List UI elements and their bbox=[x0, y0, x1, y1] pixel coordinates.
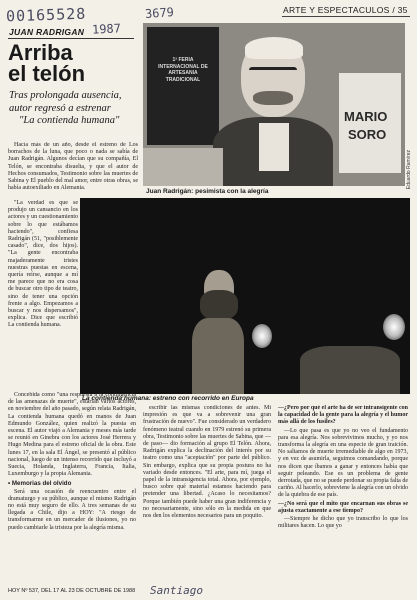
paragraph-cansancio: "La verdad es que se produjo un cansancio en los actores y un cuestionamiento sobre lo que estábamos haciendo", confiesa Radrigán (51, "posiblemente casado", dice, dos hijos). "La gente encontraba majaderamente tristes nuestras puestas en escena, quería reírse, aunque a mí me parece que no era cosa de buscar otro tipo de teatro, sino de tener una opción frente a algo. Empezamos a buscar y nos dispersamos", explica. Dice que escribió La contienda humana. bbox=[8, 200, 78, 329]
byline: JUAN RADRIGAN bbox=[9, 27, 85, 37]
header-rule bbox=[282, 16, 410, 17]
paragraph-fenomeno: escribir las mismas condiciones de antes. Mi impresión es que va a sobrevenir una gran frustración de nuevo". Fue considerado un verdadero fenómeno teatral cuando en 1979 estrenó su primera obra, Testimonio sobre las muertes de Sabina, que —de paso— dio formación al grupo El Telón. Ahora, Radrigán explica la declinación del interés por su teatro como una "aceptación" por parte del público. Sin embargo, explica que su propia postura no ha variado desde entonces. "El arte, para mí, juega el papel de la intransigencia total. Ahora, por ejemplo, busco sobre qué material estamos haciendo para pretender una libertad. ¿Acaso lo necesitamos? Porque también puede haber una gran indiferencia y no necesariamente, sino sólo en la medida en que nos den los elementos necesarios para un poquito. bbox=[143, 405, 271, 520]
interview-question-2: —¿No será que el mito que encarnan sus obras se ajusta exactamente a ese tiempo? bbox=[278, 500, 408, 514]
paragraph-reencuentro: Será una ocasión de reencuentro entre el dramaturgo y su público, aunque el mismo Radrigán no está muy seguro de ello. A tres semanas de su llegada a Chile, dijo a HOY: "A riesgo de transformarme en un mercader de ilusiones, yo no puedo cambiarle la tristeza por la alegría misma. bbox=[8, 488, 136, 531]
article-column-5 bbox=[278, 405, 408, 585]
byline-rule bbox=[8, 38, 134, 39]
top-photo-credit: Eduardo Ramírez bbox=[406, 150, 412, 190]
top-photo-caption: Juan Radrigán: pesimista con la alegría bbox=[146, 188, 269, 195]
section-name: ARTE Y ESPECTACULOS bbox=[283, 5, 390, 15]
bottom-photo-caption: La contienda humana: estreno con recorrido en Europa bbox=[82, 395, 254, 402]
article-column-2 bbox=[8, 200, 78, 390]
bottom-photo bbox=[80, 198, 410, 394]
page-number: / 35 bbox=[392, 5, 408, 15]
sign-line-1: MARIO bbox=[344, 109, 388, 124]
article-column-4 bbox=[143, 405, 271, 585]
handwritten-city: Santiago bbox=[150, 584, 203, 597]
wall-sign bbox=[339, 73, 401, 173]
handwritten-number: 3679 bbox=[144, 5, 175, 21]
lead-line-1: Tras prolongada ausencia, bbox=[9, 90, 122, 101]
stage-light-2 bbox=[383, 314, 405, 340]
paragraph-estreno: Concebida como "una respuesta a la contingencia de las amenazas de muerte", estarían varios actores, en noviembre del año pasado, según relata Radrigán, La contienda humana quedó en manos de Juan Edmundo González, quien realizó la puesta en escena. El autor viajó a Alemania y meses más tarde se reunió en Ginebra con los actores José Herrera y Hugo Medina para el estreno oficial de la obra. Este lunes 17, en la sala El Ángel, se presentó al público nacional, luego de un intenso recorrido que incluyó a Suecia, Holanda, Inglaterra, Francia, Italia, Luxemburgo y la propia Alemania. bbox=[8, 392, 136, 478]
top-photo bbox=[143, 23, 405, 186]
issue-footer: HOY Nº 537, DEL 17 AL 23 DE OCTUBRE DE 1988 bbox=[8, 588, 136, 594]
poster-image bbox=[147, 27, 219, 145]
article-lead bbox=[9, 90, 139, 128]
article-column-3 bbox=[8, 392, 136, 585]
sign-line-2: SORO bbox=[348, 127, 387, 142]
article-title bbox=[8, 42, 85, 84]
poster-text: 1ª FERIA INTERNACIONAL DE ARTESANIA TRADICIONAL bbox=[158, 57, 208, 83]
interview-answer-2: —Siempre he dicho que yo transcribo lo que los militares hacen. Lo que yo bbox=[278, 516, 408, 530]
title-line-1: Arriba bbox=[8, 40, 73, 65]
stage-light-1 bbox=[252, 324, 272, 348]
lead-line-3: "La contienda humana" bbox=[19, 115, 120, 126]
paragraph-intro: Hacía más de un año, desde el estreno de Los borrachos de la luna, que poco o nada se sabía de Juan Radrigán. Algunos decían que su compañía, El Telón, se encontraba disuelta, y que el autor de Hechos consumados, Testimonio sobre las muertes de Sabina y El pueblo del mal amor, entre otras obras, se había autoexiliado en Alemania. bbox=[8, 142, 138, 192]
handwritten-year: 1987 bbox=[91, 21, 122, 37]
article-column-1 bbox=[8, 142, 138, 197]
section-header bbox=[283, 5, 408, 15]
handwritten-code: 00165528 bbox=[5, 4, 87, 26]
subheading-memorias: • Memorias del olvido bbox=[8, 480, 72, 488]
radrigan-portrait bbox=[213, 33, 333, 186]
actor-figure bbox=[192, 270, 244, 394]
title-line-2: el telón bbox=[8, 61, 86, 86]
interview-answer-1: —Lo que pasa es que yo no veo el fundamento para esa alegría. Nos sobrevivimos mucho, y yo nos transforma la alegría en una especie de gran traición. No saltamos de muerte irremediable de algo en 1973, y en vez de asumirla, seguimos comandando, porque nos dicen que íbamos a ganar y entonces había que seguir peleando. Ese es un problema de gente derrotada, que no se puede perdonar su propia falta de cariño. Al hacerlo, sobreviene la alegría con un olvido de la quiebra de ese país. bbox=[278, 427, 408, 499]
interview-question-1: —¿Pero por qué el arte ha de ser intransigente con la capacidad de la gente para la alegría y el humor más allá de los fusiles? bbox=[278, 405, 408, 426]
lead-line-2: autor regresó a estrenar bbox=[9, 102, 111, 114]
